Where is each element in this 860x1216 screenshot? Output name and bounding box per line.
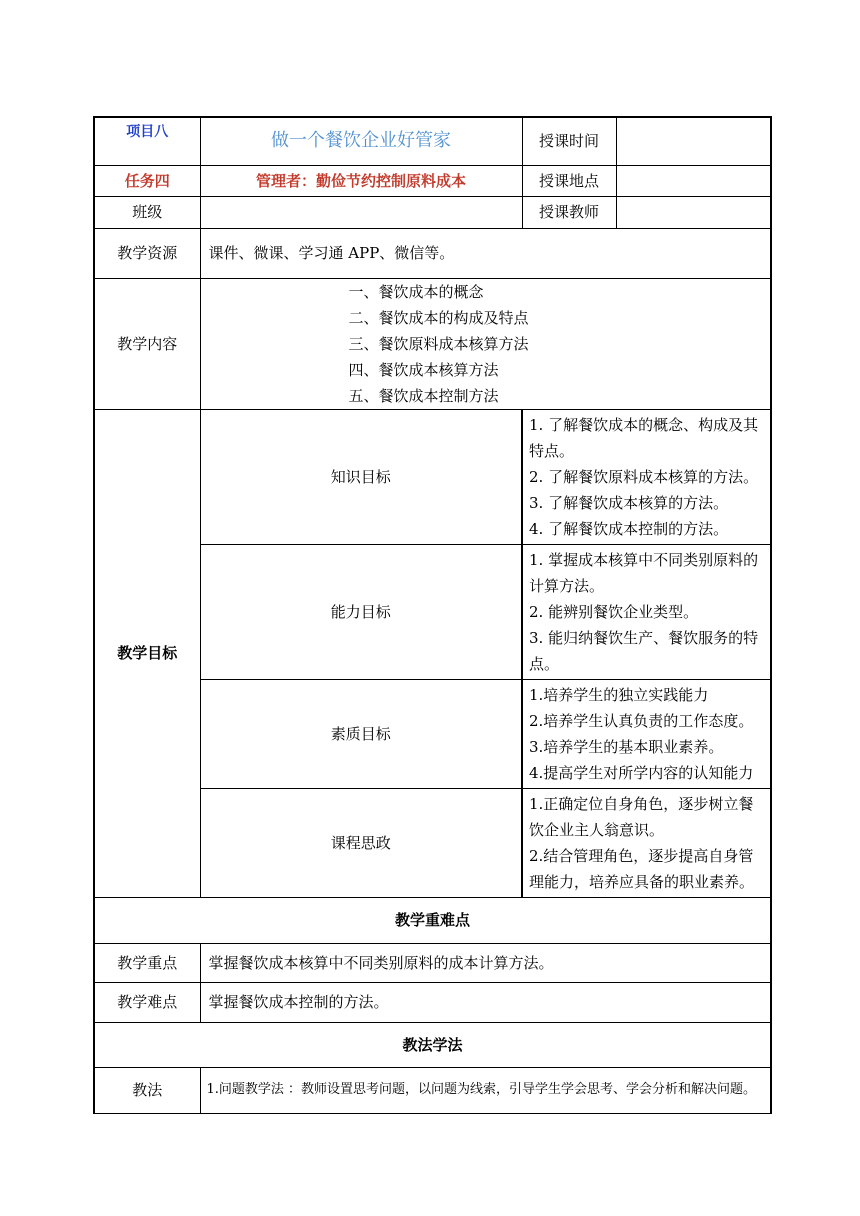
- knowledge-goal-item: 2. 了解餐饮原料成本核算的方法。: [529, 467, 759, 486]
- quality-goal-item: 2.培养学生认真负责的工作态度。: [529, 711, 754, 730]
- project-label-cell: [94, 117, 200, 165]
- content-item: 三、餐饮原料成本核算方法: [348, 334, 529, 353]
- project-label: 项目八: [126, 124, 169, 140]
- ability-goal-label: 能力目标: [200, 544, 522, 679]
- content-list: [200, 278, 771, 409]
- content-item: 五、餐饮成本控制方法: [348, 386, 499, 405]
- ability-goal-item: 1. 掌握成本核算中不同类别原料的计算方法。: [529, 550, 759, 595]
- place-value: [616, 165, 771, 196]
- teaching-method-value: 1.问题教学法 ：教师设置思考问题，以问题为线索，引导学生学会思考、学会分析和解决问题。: [200, 1067, 771, 1113]
- focus-label: 教学重点: [94, 943, 200, 982]
- focus-value: 掌握餐饮成本核算中不同类别原料的成本计算方法。: [200, 943, 771, 982]
- knowledge-goal-item: 1. 了解餐饮成本的概念、构成及其特点。: [529, 415, 759, 460]
- content-item: 一、餐饮成本的概念: [348, 282, 484, 301]
- teaching-method-label: 教法: [94, 1067, 200, 1113]
- ability-goal-item: 2. 能辨别餐饮企业类型。: [529, 602, 699, 621]
- task-title: 管理者：勤俭节约控制原料成本: [200, 165, 522, 196]
- ideology-goal-item: 2.结合管理角色，逐步提高自身管理能力，培养应具备的职业素养。: [529, 846, 755, 891]
- methods-section-title: 教法学法: [94, 1022, 771, 1067]
- place-label: 授课地点: [522, 165, 616, 196]
- ideology-goal-item: 1.正确定位自身角色，逐步树立餐饮企业主人翁意识。: [529, 794, 754, 839]
- knowledge-goal-item: 3. 了解餐饮成本核算的方法。: [529, 493, 729, 512]
- teacher-label: 授课教师: [522, 196, 616, 228]
- ability-goal-list: [522, 544, 771, 679]
- quality-goal-list: [522, 679, 771, 788]
- project-title: 做一个餐饮企业好管家: [271, 130, 451, 152]
- quality-goal-item: 4.提高学生对所学内容的认知能力: [529, 763, 754, 782]
- content-label: 教学内容: [94, 278, 200, 409]
- ability-goal-item: 3. 能归纳餐饮生产、餐饮服务的特点。: [529, 628, 759, 673]
- lesson-plan-table: [93, 116, 772, 1114]
- difficulty-label: 教学难点: [94, 982, 200, 1022]
- knowledge-goal-label: 知识目标: [200, 409, 522, 544]
- goals-label: 教学目标: [94, 409, 200, 897]
- ideology-goal-list: [522, 788, 771, 897]
- content-item: 四、餐饮成本核算方法: [348, 360, 499, 379]
- knowledge-goal-list: [522, 409, 771, 544]
- teacher-value: [616, 196, 771, 228]
- quality-goal-item: 1.培养学生的独立实践能力: [529, 685, 709, 704]
- resources-label: 教学资源: [94, 228, 200, 278]
- difficulty-value: 掌握餐饮成本控制的方法。: [200, 982, 771, 1022]
- content-item: 二、餐饮成本的构成及特点: [348, 308, 529, 327]
- resources-value: 课件、微课、学习通 APP、微信等。: [200, 228, 771, 278]
- knowledge-goal-item: 4. 了解餐饮成本控制的方法。: [529, 519, 729, 538]
- project-title-cell: [200, 117, 522, 165]
- ideology-goal-label: 课程思政: [200, 788, 522, 897]
- quality-goal-item: 3.培养学生的基本职业素养。: [529, 737, 724, 756]
- class-label: 班级: [94, 196, 200, 228]
- time-label: 授课时间: [522, 117, 616, 165]
- task-label: 任务四: [94, 165, 200, 196]
- class-value: [200, 196, 522, 228]
- time-value: [616, 117, 771, 165]
- quality-goal-label: 素质目标: [200, 679, 522, 788]
- key-points-section-title: 教学重难点: [94, 897, 771, 943]
